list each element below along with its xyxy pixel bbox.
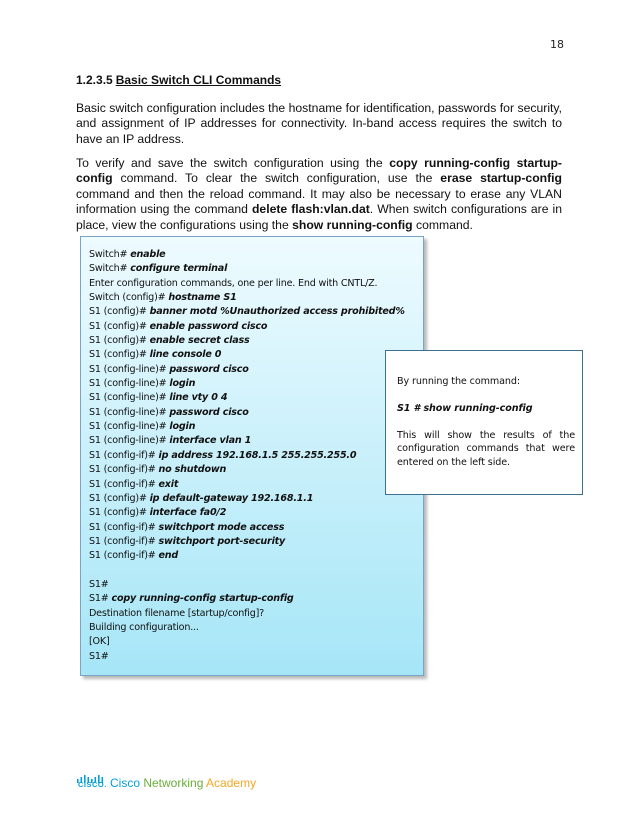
cli-prompt: S1 (config-if)# bbox=[89, 449, 159, 461]
cli-line bbox=[89, 377, 405, 391]
para-command: delete flash:vlan.dat bbox=[251, 202, 370, 217]
cli-prompt: S1 (config)# bbox=[89, 335, 150, 347]
cli-line bbox=[89, 621, 405, 635]
cli-line bbox=[89, 348, 405, 362]
cli-prompt: S1# bbox=[89, 650, 109, 662]
cli-prompt: Switch# bbox=[89, 249, 131, 260]
cli-prompt: S1 (config-line)# bbox=[89, 406, 170, 418]
cli-line bbox=[89, 320, 405, 334]
para-command: copy running-config startup-config bbox=[76, 156, 562, 186]
cli-prompt: S1 (config-line)# bbox=[89, 435, 170, 447]
cli-line bbox=[89, 420, 405, 434]
cli-command: hostname S1 bbox=[168, 292, 237, 304]
cli-prompt: S1 (config)# bbox=[89, 507, 150, 519]
cli-prompt: S1 (config-if)# bbox=[89, 464, 159, 476]
para-text: To verify and save the switch configuration using the bbox=[76, 156, 390, 170]
cli-line bbox=[89, 291, 405, 305]
para-text: command and then the reload command. It may also be necessary to erase any VLAN information using the command bbox=[76, 186, 562, 217]
cli-line bbox=[89, 262, 405, 276]
academy-text-networking: Networking bbox=[143, 776, 207, 790]
academy-text bbox=[110, 776, 256, 790]
para-text: command. To clear the switch configuration, use the bbox=[112, 171, 441, 186]
cli-prompt: Switch# bbox=[89, 263, 131, 275]
cli-command: password cisco bbox=[169, 363, 249, 375]
cisco-networking-academy-logo bbox=[76, 769, 276, 793]
cli-line bbox=[89, 564, 405, 578]
cli-command: no shutdown bbox=[158, 464, 227, 476]
cli-line bbox=[89, 506, 405, 520]
cli-command: password cisco bbox=[169, 406, 249, 418]
cli-prompt: S1 (config-line)# bbox=[89, 363, 170, 375]
note-intro: By running the command: bbox=[397, 376, 520, 387]
para-text: . When switch configurations are in place, view the configurations using the bbox=[76, 202, 562, 232]
cli-prompt: Enter configuration commands, one per line. End with CNTL/Z. bbox=[89, 277, 378, 289]
cli-line bbox=[89, 478, 405, 492]
cli-command: enable bbox=[130, 249, 166, 260]
page-number: 18 bbox=[550, 38, 564, 51]
academy-text-cisco: Cisco bbox=[110, 776, 144, 790]
cli-line bbox=[89, 592, 405, 606]
cli-lines bbox=[89, 248, 405, 664]
para-command: erase startup-config bbox=[440, 171, 562, 186]
cli-line bbox=[89, 391, 405, 405]
verify-paragraph bbox=[76, 156, 562, 233]
cli-command: banner motd %Unauthorized access prohibited% bbox=[149, 306, 405, 318]
cli-prompt: S1 (config-line)# bbox=[89, 378, 170, 390]
cli-command: login bbox=[169, 421, 196, 433]
cli-line bbox=[89, 248, 405, 262]
cli-line bbox=[89, 277, 405, 291]
cli-command: copy running-config startup-config bbox=[111, 593, 294, 605]
cli-prompt: [OK] bbox=[89, 636, 110, 648]
cli-command: ip address 192.168.1.5 255.255.255.0 bbox=[158, 449, 357, 461]
cli-command: switchport mode access bbox=[158, 521, 285, 533]
cli-line bbox=[89, 363, 405, 377]
cli-command: line console 0 bbox=[149, 349, 222, 361]
cli-command: login bbox=[169, 378, 196, 390]
cli-line bbox=[89, 521, 405, 535]
cli-line bbox=[89, 406, 405, 420]
cisco-wordmark: CISCO. bbox=[78, 780, 107, 789]
cli-prompt: S1 (config-if)# bbox=[89, 521, 159, 533]
cli-prompt: S1 (config-if)# bbox=[89, 535, 159, 547]
cli-prompt: S1 (config)# bbox=[89, 492, 150, 504]
cli-command: ip default-gateway 192.168.1.1 bbox=[149, 492, 314, 504]
cli-line bbox=[89, 635, 405, 649]
note-command: S1 # show running-config bbox=[397, 402, 533, 414]
cli-command: configure terminal bbox=[130, 263, 228, 275]
cli-line bbox=[89, 492, 405, 506]
cli-command: interface vlan 1 bbox=[169, 435, 252, 447]
para-command: show running-config bbox=[292, 217, 413, 232]
cli-prompt: Building configuration... bbox=[89, 621, 199, 633]
cli-prompt: S1 (config)# bbox=[89, 349, 150, 361]
cli-prompt: Switch (config)# bbox=[89, 292, 169, 304]
cli-prompt: S1 (config-if)# bbox=[89, 550, 159, 562]
para-text: command. bbox=[412, 217, 473, 232]
academy-text-academy: Academy bbox=[206, 776, 257, 790]
note-description: This will show the results of the configuration commands that were entered on the left side. bbox=[397, 429, 575, 469]
cli-line bbox=[89, 607, 405, 621]
cli-line bbox=[89, 549, 405, 563]
cli-command: switchport port-security bbox=[158, 535, 286, 547]
cli-line bbox=[89, 449, 405, 463]
section-number: 1.2.3.5 bbox=[76, 73, 113, 87]
cli-line bbox=[89, 305, 405, 319]
cli-line bbox=[89, 650, 405, 664]
cli-prompt: Destination filename [startup/config]? bbox=[89, 607, 265, 619]
cli-prompt: S1 (config)# bbox=[89, 306, 150, 318]
cli-command: line vty 0 4 bbox=[169, 392, 228, 404]
cli-prompt: S1# bbox=[89, 593, 112, 605]
cli-prompt: S1 (config-line)# bbox=[89, 392, 170, 404]
cli-command: exit bbox=[158, 478, 179, 490]
cli-line bbox=[89, 578, 405, 592]
intro-paragraph: Basic switch configuration includes the hostname for identification, passwords for security, and assignment of IP addresses for connectivity. In-band access requires the switch to have an IP address. bbox=[76, 101, 562, 146]
section-heading bbox=[76, 73, 281, 87]
cli-prompt: S1 (config-if)# bbox=[89, 478, 159, 490]
cli-command: end bbox=[158, 550, 179, 562]
cli-command: enable password cisco bbox=[149, 320, 268, 332]
cli-line bbox=[89, 334, 405, 348]
note-box bbox=[385, 350, 583, 495]
cli-line bbox=[89, 463, 405, 477]
cli-prompt: S1 (config)# bbox=[89, 320, 150, 332]
cli-prompt: S1# bbox=[89, 578, 109, 590]
cli-command: enable secret class bbox=[149, 335, 250, 347]
cli-line bbox=[89, 535, 405, 549]
section-title: Basic Switch CLI Commands bbox=[115, 73, 282, 87]
cli-prompt: S1 (config-line)# bbox=[89, 421, 170, 433]
cli-line bbox=[89, 434, 405, 448]
cli-command: interface fa0/2 bbox=[149, 507, 227, 519]
cli-example-box bbox=[80, 236, 424, 676]
